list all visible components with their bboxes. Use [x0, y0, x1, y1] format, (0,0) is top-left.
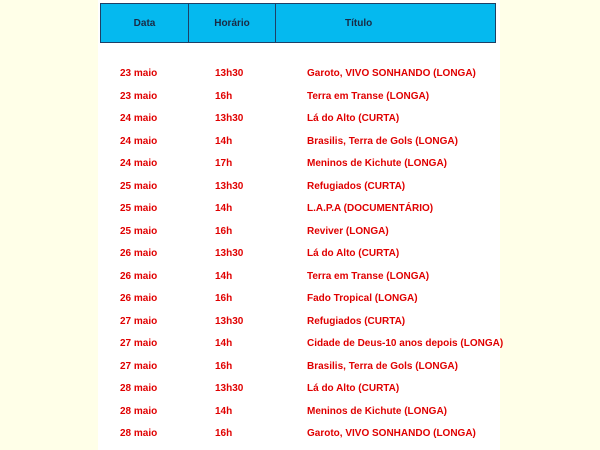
- row-time: 16h: [215, 293, 233, 304]
- row-time: 13h30: [215, 248, 244, 259]
- table-row: [0, 220, 600, 243]
- row-title: Garoto, VIVO SONHANDO (LONGA): [307, 68, 476, 79]
- table-row: [0, 175, 600, 198]
- table-row: [0, 287, 600, 310]
- row-date: 28 maio: [120, 383, 158, 394]
- row-date: 23 maio: [120, 68, 158, 79]
- row-time: 16h: [215, 225, 233, 237]
- row-time: 14h: [215, 270, 233, 282]
- schedule-table-header: [100, 3, 496, 43]
- table-row: [0, 377, 600, 400]
- table-row: [0, 130, 600, 153]
- row-date: 27 maio: [120, 338, 158, 349]
- row-time: 14h: [215, 338, 233, 349]
- row-title: Reviver (LONGA): [307, 225, 389, 237]
- row-time: 14h: [215, 405, 233, 417]
- row-title: Fado Tropical (LONGA): [307, 293, 418, 304]
- row-date: 25 maio: [120, 225, 158, 237]
- row-time: 13h30: [215, 113, 244, 124]
- row-date: 28 maio: [120, 428, 158, 439]
- row-title: Meninos de Kichute (LONGA): [307, 405, 447, 417]
- row-title: Brasilis, Terra de Gols (LONGA): [307, 360, 458, 372]
- row-time: 13h30: [215, 68, 244, 79]
- row-title: Lá do Alto (CURTA): [307, 383, 400, 394]
- row-title: Terra em Transe (LONGA): [307, 90, 430, 102]
- row-title: Brasilis, Terra de Gols (LONGA): [307, 135, 458, 147]
- table-row: [0, 332, 600, 355]
- row-time: 13h30: [215, 180, 244, 192]
- table-row: [0, 152, 600, 175]
- row-date: 24 maio: [120, 158, 158, 169]
- column-header-time: Horário: [189, 4, 276, 42]
- table-row: [0, 265, 600, 288]
- row-date: 25 maio: [120, 203, 158, 214]
- row-time: 14h: [215, 203, 233, 214]
- row-time: 14h: [215, 135, 233, 147]
- table-row: [0, 242, 600, 265]
- row-date: 26 maio: [120, 248, 158, 259]
- row-title: Lá do Alto (CURTA): [307, 113, 400, 124]
- table-row: [0, 197, 600, 220]
- row-time: 13h30: [215, 315, 244, 327]
- row-time: 16h: [215, 428, 233, 439]
- row-time: 13h30: [215, 383, 244, 394]
- row-title: Garoto, VIVO SONHANDO (LONGA): [307, 428, 476, 439]
- row-title: Terra em Transe (LONGA): [307, 270, 430, 282]
- row-title: Refugiados (CURTA): [307, 180, 406, 192]
- row-title: Lá do Alto (CURTA): [307, 248, 400, 259]
- row-time: 16h: [215, 90, 233, 102]
- row-title: Cidade de Deus-10 anos depois (LONGA): [307, 338, 504, 349]
- column-header-title: Título: [345, 17, 373, 29]
- row-title: Refugiados (CURTA): [307, 315, 406, 327]
- row-date: 27 maio: [120, 360, 158, 372]
- row-date: 24 maio: [120, 135, 158, 147]
- table-row: [0, 310, 600, 333]
- schedule-table-body: [0, 62, 600, 445]
- row-date: 26 maio: [120, 270, 158, 282]
- row-time: 16h: [215, 360, 233, 372]
- row-date: 25 maio: [120, 180, 158, 192]
- row-title: Meninos de Kichute (LONGA): [307, 158, 447, 169]
- row-date: 28 maio: [120, 405, 158, 417]
- column-header-date: Data: [101, 4, 189, 42]
- row-date: 24 maio: [120, 113, 158, 124]
- row-title: L.A.P.A (DOCUMENTÁRIO): [307, 203, 434, 214]
- table-row: [0, 107, 600, 130]
- row-date: 27 maio: [120, 315, 158, 327]
- table-row: [0, 62, 600, 85]
- row-date: 23 maio: [120, 90, 158, 102]
- table-row: [0, 422, 600, 445]
- row-date: 26 maio: [120, 293, 158, 304]
- table-row: [0, 355, 600, 378]
- table-row: [0, 85, 600, 108]
- table-row: [0, 400, 600, 423]
- row-time: 17h: [215, 158, 233, 169]
